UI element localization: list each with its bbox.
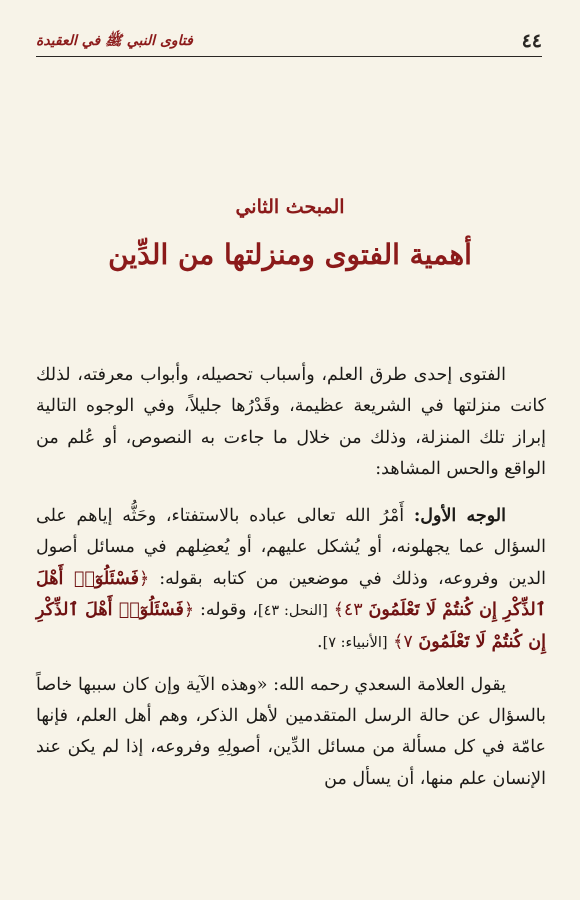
citation-2: [الأنبياء: ٧]	[322, 635, 388, 652]
quran-verse-2: فَسْئَلُوٓا۟ أَهْلَ ٱلذِّكْرِ إِن كُنتُمْ لَا تَعْلَمُونَ	[36, 600, 546, 653]
section-heading	[0, 196, 580, 271]
running-title: فتاوى النبي ﷺ في العقيدة	[36, 33, 193, 49]
body-text	[36, 360, 546, 795]
first-aspect-paragraph	[36, 501, 546, 659]
citation-1: [النحل: ٤٣]	[257, 603, 328, 620]
verse-close-bracket-2: ﴾	[393, 632, 404, 653]
verse-open-bracket-2: ﴿	[183, 600, 195, 621]
connector-text: ، وقوله:	[199, 600, 258, 621]
section-label: المبحث الثاني	[235, 196, 345, 218]
page-header	[36, 30, 542, 57]
quran-verse-1: فَسْئَلُوٓا۟ أَهْلَ ٱلذِّكْرِ إِن كُنتُمْ لَا تَعْلَمُونَ	[36, 568, 546, 621]
verse-number-1: ٤٣	[343, 600, 363, 621]
verse-number-2: ٧	[403, 632, 413, 653]
verse-open-bracket: ﴿	[138, 568, 150, 589]
verse-close-bracket: ﴾	[333, 600, 344, 621]
quote-paragraph: يقول العلامة السعدي رحمه الله: «وهذه الآية وإن كان سببها خاصاً بالسؤال عن حالة الرسل المتقدمين لأهل الذكر، وهم أهل العلم، فإنها عامّة في كل مسألة من مسائل الدِّين، أصولِهِ وفروعه، إذا لم يكن عند الإنسان علم منها، أن يسأل من	[36, 674, 546, 789]
sentence-end: .	[317, 632, 323, 653]
page-number: ٤٤	[521, 30, 542, 52]
first-aspect-text: أَمْرُ الله تعالى عباده بالاستفتاء، وحَثُّه إياهم على السؤال عما يجهلونه، أو يُشكل عليهم، أو يُعضِلهم في مسائل أصول الدين وفروعه، وذلك في موضعين من كتابه بقوله:	[36, 506, 546, 589]
intro-paragraph: الفتوى إحدى طرق العلم، وأسباب تحصيله، وأبواب معرفته، لذلك كانت منزلتها في الشريعة عظيمة، وقَدْرُها جليلاً، وفي الوجوه التالية إبراز تلك المنزلة، وذلك من خلال ما جاءت به النصوص، أو عُلم من الواقع والحس المشاهد:	[36, 365, 546, 479]
first-aspect-heading: الوجه الأول:	[413, 506, 506, 527]
section-title: أهمية الفتوى ومنزلتها من الدِّين	[108, 238, 472, 271]
